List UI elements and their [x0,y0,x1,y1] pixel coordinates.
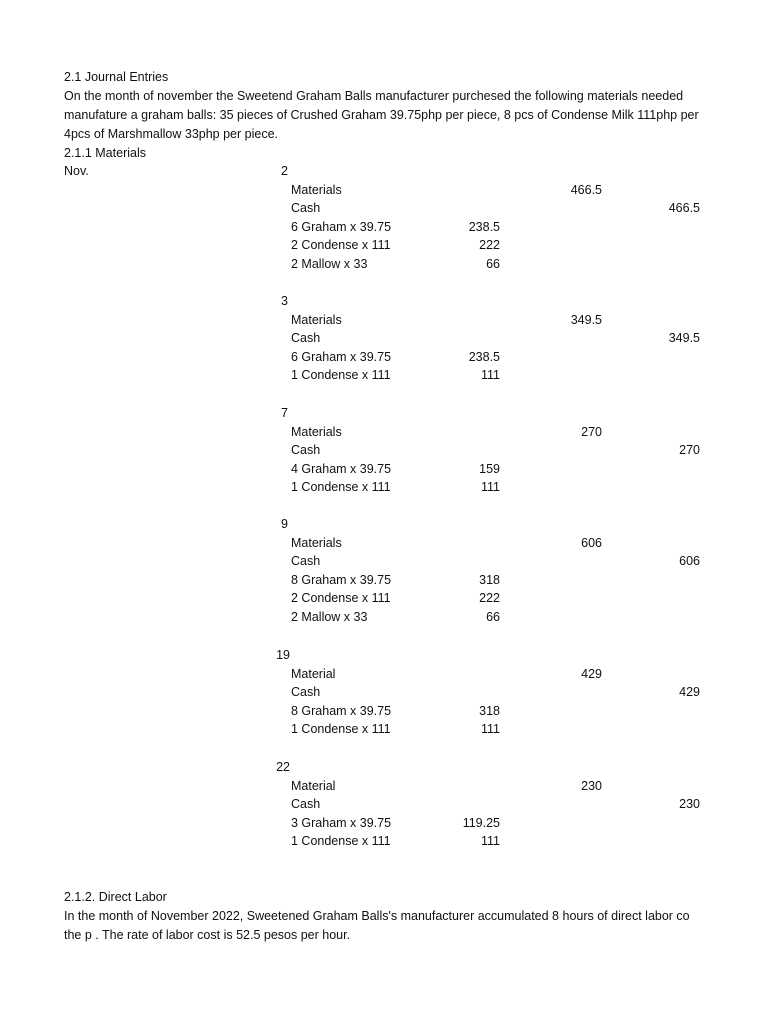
item-amount: 238.5 [468,219,500,234]
item-label: 1 Condense x 111 [291,368,391,383]
item-label: 1 Condense x 111 [291,834,391,849]
item-label: 2 Mallow x 33 [291,610,368,624]
credit-account: Cash [291,554,321,569]
item-amount: 222 [479,591,500,606]
debit-account: Materials [291,424,342,439]
item-label: 1 Condense x 111 [291,480,391,495]
item-label: 6 Graham x 39.75 [291,349,392,364]
credit-amount: 349.5 [668,331,700,346]
entry-day: 19 [276,648,290,662]
credit-amount: 466.5 [668,201,700,216]
item-label: 4 Graham x 39.75 [291,461,392,476]
intro-line-1: On the month of november the Sweetend Graham Balls manufacturer purchesed the following materials needed [64,89,684,103]
item-label: 8 Graham x 39.75 [291,703,392,718]
entry-day: 7 [281,406,288,420]
debit-account: Material [291,778,336,793]
debit-amount: 270 [581,424,602,439]
item-amount: 111 [480,480,500,495]
credit-account: Cash [291,685,321,700]
credit-amount: 230 [679,797,700,812]
debit-account: Materials [291,182,342,197]
entry-day: 3 [281,294,288,308]
item-amount: 222 [479,238,500,253]
item-amount: 318 [479,703,500,718]
item-label: 6 Graham x 39.75 [291,219,392,234]
section-title: 2.1 Journal Entries [64,70,169,84]
entry-day: 2 [281,164,288,178]
item-amount: 66 [486,257,500,271]
item-label: 2 Condense x 111 [291,591,391,606]
item-label: 2 Mallow x 33 [291,257,368,271]
item-label: 3 Graham x 39.75 [291,815,392,830]
credit-account: Cash [291,331,321,346]
month-label: Nov. [64,164,89,178]
credit-account: Cash [291,443,321,458]
labor-line-1: In the month of November 2022, Sweetened Graham Balls's manufacturer accumulated 8 hours of direct labor co [64,909,690,923]
debit-amount: 606 [581,535,602,550]
labor-title: 2.1.2. Direct Labor [64,890,167,904]
labor-line-2: the p . The rate of labor cost is 52.5 pesos per hour. [64,928,351,942]
entry-day: 22 [276,760,290,774]
item-label: 8 Graham x 39.75 [291,572,392,587]
item-amount: 238.5 [468,349,500,364]
intro-line-3: 4pcs of Marshmallow 33php per piece. [64,127,279,141]
item-label: 2 Condense x 111 [291,238,391,253]
debit-amount: 466.5 [570,182,602,197]
credit-amount: 606 [679,554,700,569]
item-label: 1 Condense x 111 [291,722,391,737]
debit-account: Material [291,666,336,681]
debit-account: Materials [291,312,342,327]
entry-day: 9 [281,517,288,531]
credit-amount: 270 [679,443,700,458]
item-amount: 159 [479,461,500,476]
item-amount: 318 [479,572,500,587]
credit-amount: 429 [679,685,700,700]
debit-amount: 230 [581,778,602,793]
credit-account: Cash [291,797,321,812]
debit-account: Materials [291,535,342,550]
debit-amount: 429 [581,666,602,681]
materials-title: 2.1.1 Materials [64,146,146,160]
intro-line-2: manufature a graham balls: 35 pieces of Crushed Graham 39.75php per piece, 8 pcs of Condense Milk 111php per [64,108,699,122]
item-amount: 119.25 [462,815,500,830]
item-amount: 111 [480,834,500,849]
debit-amount: 349.5 [570,312,602,327]
item-amount: 66 [486,610,500,624]
item-amount: 111 [480,368,500,383]
item-amount: 111 [480,722,500,737]
credit-account: Cash [291,201,321,216]
